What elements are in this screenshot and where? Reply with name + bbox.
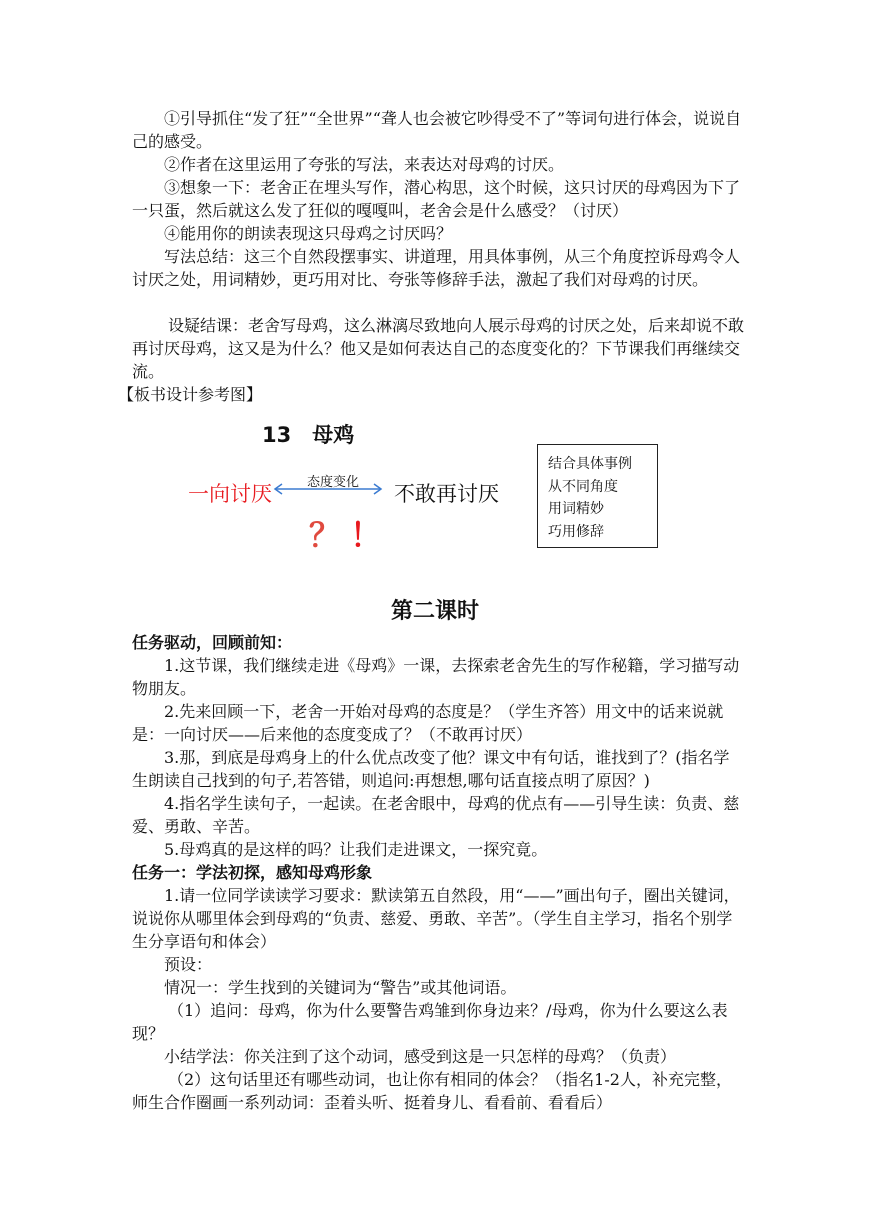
list-item: 2.先来回顾一下，老舍一开始对母鸡的态度是？（学生齐答）用文中的话来说就是：一向讨厌——后来他的态度变成了？（不敢再讨厌） bbox=[132, 702, 724, 744]
board-left-word: 一向讨厌 bbox=[188, 482, 272, 506]
board-right-word: 不敢再讨厌 bbox=[394, 482, 499, 506]
preset-label: 预设： bbox=[164, 955, 213, 974]
paragraph-guide-4: ④能用你的朗读表现这只母鸡之讨厌吗？ bbox=[164, 224, 453, 243]
case-one: 情况一：学生找到的关键词为“警告”或其他词语。 bbox=[164, 978, 517, 997]
board-change-label: 态度变化 bbox=[307, 475, 360, 490]
list-item: 1.这节课，我们继续走进《母鸡》一课，去探索老舍先生的写作秘籍，学习描写动物朋友。 bbox=[132, 656, 740, 698]
paragraph-writing-summary: 写法总结：这三个自然段摆事实、讲道理，用具体事例，从三个角度控诉母鸡令人讨厌之处，用词精妙，更巧用对比、夸张等修辞手法，激起了我们对母鸡的讨厌。 bbox=[132, 247, 741, 289]
question-mark-icon: ？ bbox=[309, 516, 342, 554]
box-item: 巧用修辞 bbox=[548, 523, 604, 540]
task1-step-1: 1.请一位同学读读学习要求：默读第五自然段，用“——”画出句子，圈出关键词，说说你从哪里体会到母鸡的“负责、慈爱、勇敢、辛苦”。（学生自主学习，指名个别学生分享语句和体会） bbox=[132, 886, 740, 951]
exclamation-mark-icon: ！ bbox=[350, 516, 383, 554]
paragraph-closing: 设疑结课：老舍写母鸡，这么淋漓尽致地向人展示母鸡的讨厌之处，后来却说不敢再讨厌母鸡，这又是为什么？他又是如何表达自己的态度变化的？下节课我们再继续交流。 bbox=[132, 316, 745, 381]
task0-heading: 任务驱动，回顾前知： bbox=[132, 633, 293, 652]
paragraph-guide-3: ③想象一下：老舍正在埋头写作，潜心构思，这个时候，这只讨厌的母鸡因为下了一只蛋，然后就这么发了狂似的嘎嘎叫，老舍会是什么感受？（讨厌） bbox=[132, 178, 741, 220]
list-item: 5.母鸡真的是这样的吗？让我们走进课文，一探究竟。 bbox=[164, 840, 548, 859]
board-title: 13 母鸡 bbox=[262, 423, 355, 447]
paragraph-guide-1: ①引导抓住“发了狂”“全世界”“聋人也会被它吵得受不了”等词句进行体会，说说自己的感受。 bbox=[132, 109, 742, 151]
board-summary-box bbox=[537, 444, 658, 548]
list-item: 3.那，到底是母鸡身上的什么优点改变了他？课文中有句话，谁找到了？(指名学生朗读自己找到的句子,若答错，则追问:再想想,哪句话直接点明了原因？) bbox=[132, 748, 730, 790]
box-item: 从不同角度 bbox=[548, 478, 618, 495]
board-heading: 【板书设计参考图】 bbox=[118, 385, 263, 404]
method-summary: 小结学法：你关注到了这个动词，感受到这是一只怎样的母鸡？（负责） bbox=[164, 1047, 677, 1066]
paragraph-guide-2: ②作者在这里运用了夸张的写法，来表达对母鸡的讨厌。 bbox=[164, 155, 565, 174]
follow-up-question-2: （2）这句话里还有哪些动词，也让你有相同的体会？（指名1-2人，补充完整，师生合作圈画一系列动词：歪着头听、挺着身儿、看看前、看看后） bbox=[132, 1070, 732, 1112]
follow-up-question-1: （1）追问：母鸡，你为什么要警告鸡雏到你身边来？/母鸡，你为什么要这么表现？ bbox=[132, 1001, 728, 1043]
double-arrow-icon bbox=[272, 482, 384, 496]
list-item: 4.指名学生读句子，一起读。在老舍眼中，母鸡的优点有——引导生读：负责、慈爱、勇敢、辛苦。 bbox=[132, 794, 740, 836]
section-title: 第二课时 bbox=[390, 599, 479, 624]
box-item: 用词精妙 bbox=[548, 501, 604, 517]
task1-heading: 任务一：学法初探，感知母鸡形象 bbox=[132, 863, 373, 882]
box-item: 结合具体事例 bbox=[548, 456, 632, 472]
